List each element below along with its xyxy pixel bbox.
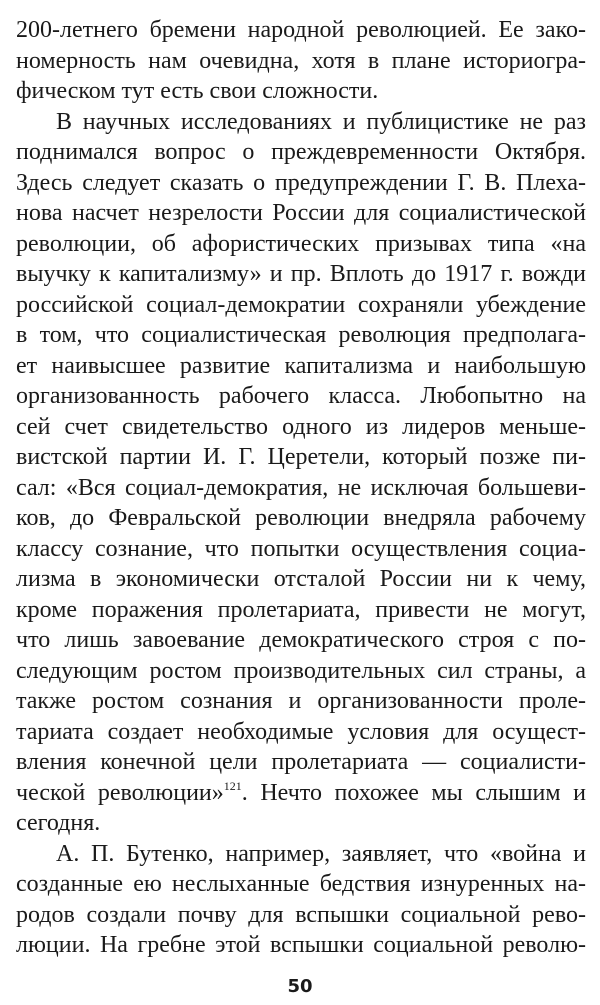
- text-line: [16, 15, 586, 46]
- text-line-content: . Нечто похожее мы слышим и: [241, 779, 587, 806]
- text-line: [16, 503, 586, 534]
- text-line-content: А. П. Бутенко, например, заявляет, что «война и: [56, 840, 586, 867]
- text-line: [16, 46, 586, 77]
- text-line: [16, 686, 586, 717]
- text-line-content: фическом тут есть свои сложности.: [16, 78, 379, 104]
- text-line: [16, 76, 586, 107]
- text-line-content: лизма в экономически отсталой России ни к чему,: [16, 566, 586, 592]
- text-line-content: В научных исследованиях и публицистике не раз: [56, 108, 586, 135]
- text-line: [16, 290, 586, 321]
- text-line: [16, 320, 586, 351]
- text-line: [16, 229, 586, 260]
- text-line-content: поднимался вопрос о преждевременности Октября.: [16, 139, 586, 165]
- text-line-content: что лишь завоевание демократического строя с по-: [16, 627, 586, 653]
- text-line: [16, 869, 586, 900]
- text-line: [16, 747, 586, 778]
- text-line-content: 200-летнего бремени народной революцией. Ее зако-: [16, 17, 586, 43]
- text-line: [16, 625, 586, 656]
- text-line-content: вления конечной цели пролетариата — социалисти-: [16, 749, 586, 775]
- text-line: [16, 412, 586, 443]
- text-line: [16, 778, 586, 809]
- body-text: [16, 15, 586, 961]
- page-number: 50: [287, 976, 313, 997]
- text-line-content: российской социал-демократии сохраняли убеждение: [16, 291, 586, 318]
- text-line: [16, 442, 586, 473]
- text-line-content: номерность нам очевидна, хотя в плане историогра-: [16, 47, 586, 74]
- footnote-ref: 121: [223, 778, 242, 793]
- text-line-content: сал: «Вся социал-демократия, не исключая большеви-: [16, 474, 586, 501]
- text-line: [16, 900, 586, 931]
- text-line: [16, 137, 586, 168]
- text-line: [16, 198, 586, 229]
- text-line: [16, 839, 586, 870]
- text-line-content: кроме поражения пролетариата, привести не могут,: [16, 596, 586, 623]
- text-line-content: организованность рабочего класса. Любопытно на: [16, 383, 586, 409]
- text-line: [16, 595, 586, 626]
- text-line: [16, 808, 586, 839]
- text-line: [16, 564, 586, 595]
- text-line-content: выучку к капитализму» и пр. Вплоть до 1917 г. вожди: [16, 261, 586, 287]
- text-line: [16, 473, 586, 504]
- text-line: [16, 717, 586, 748]
- text-line-content: тариата создает необходимые условия для осущест-: [16, 718, 586, 745]
- text-line-content: классу сознание, что попытки осуществления социа-: [16, 535, 586, 562]
- text-line-content: ческой революции»: [16, 779, 224, 806]
- text-line-content: сегодня.: [16, 810, 101, 836]
- text-line: [16, 534, 586, 565]
- text-line-content: ет наивысшее развитие капитализма и наибольшую: [16, 352, 586, 379]
- text-line-content: революции, об афористических призывах типа «на: [16, 230, 586, 257]
- text-line: [16, 381, 586, 412]
- text-line-content: следующим ростом производительных сил страны, а: [16, 657, 586, 684]
- text-line-content: люции. На гребне этой вспышки социальной револю-: [16, 932, 586, 958]
- text-line-content: нова насчет незрелости России для социалистической: [16, 200, 586, 226]
- text-line-content: вистской партии И. Г. Церетели, который позже пи-: [16, 444, 586, 470]
- text-line-content: сей счет свидетельство одного из лидеров меньше-: [16, 413, 586, 440]
- text-line: [16, 168, 586, 199]
- text-line-content: созданные ею неслыханные бедствия изнуренных на-: [16, 871, 586, 897]
- text-line-content: родов создали почву для вспышки социальной рево-: [16, 901, 586, 928]
- text-line-content: ков, до Февральской революции внедряла рабочему: [16, 505, 586, 531]
- text-line: [16, 107, 586, 138]
- text-line-content: также ростом сознания и организованности проле-: [16, 688, 586, 714]
- text-line: [16, 656, 586, 687]
- text-line: [16, 930, 586, 961]
- text-line-content: в том, что социалистическая революция предполага-: [16, 322, 586, 348]
- text-line: [16, 259, 586, 290]
- text-line: [16, 351, 586, 382]
- text-line-content: Здесь следует сказать о предупреждении Г. В. Плеха-: [16, 169, 586, 196]
